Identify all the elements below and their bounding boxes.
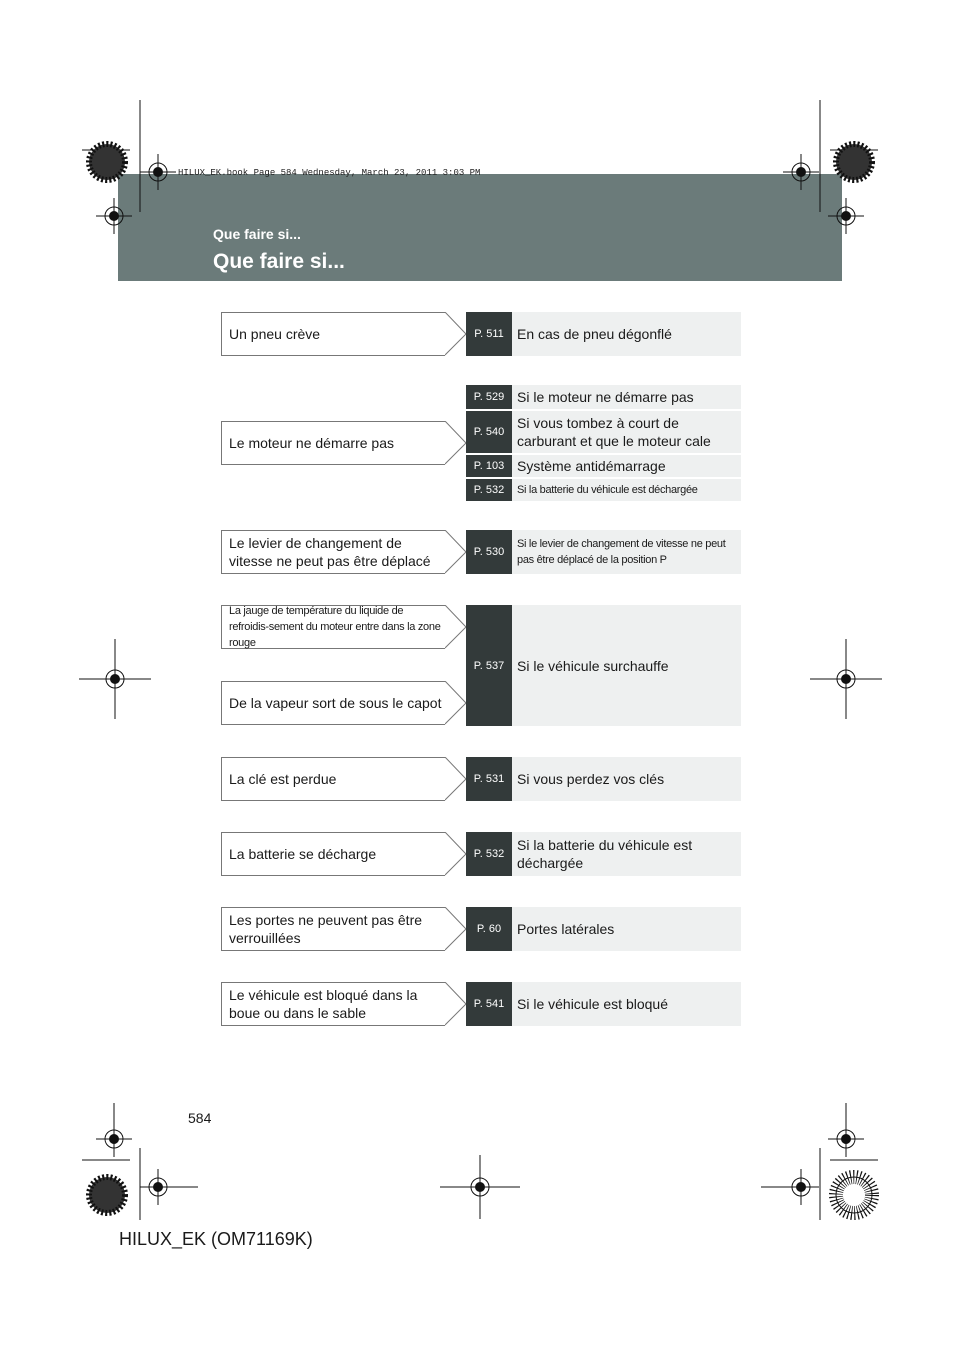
page-ref-badge: P. 103: [466, 455, 512, 477]
model-code: HILUX_EK (OM71169K): [119, 1229, 313, 1249]
cause-text: La clé est perdue: [229, 771, 337, 787]
ref-description: En cas de pneu dégonflé: [512, 312, 741, 356]
ref-description: Si vous perdez vos clés: [512, 757, 741, 801]
ref-description: Si le levier de changement de vitesse ne peut pas être déplacé de la position P: [512, 530, 741, 574]
page-ref-badge: P. 511: [466, 312, 512, 356]
cause-text: Les portes ne peuvent pas être verrouillées: [229, 912, 423, 946]
cause-text: Le levier de changement de vitesse ne peut pas être déplacé: [229, 535, 431, 569]
book-stamp: HILUX_EK.book Page 584 Wednesday, March 23, 2011 3:03 PM: [178, 168, 481, 178]
cause-text: La batterie se décharge: [229, 846, 377, 862]
cause-text: Le moteur ne démarre pas: [229, 435, 394, 451]
section-subtitle: Que faire si...: [213, 226, 301, 242]
crosshair-icon: [79, 154, 882, 1219]
page-ref-badge: P. 529: [466, 385, 512, 409]
page-number: 584: [188, 1110, 212, 1126]
cause-text: Le véhicule est bloqué dans la boue ou dans le sable: [229, 987, 418, 1021]
ref-description: Si le véhicule est bloqué: [512, 982, 741, 1026]
cause-text: De la vapeur sort de sous le capot: [229, 695, 442, 711]
page-ref-badge: P. 60: [466, 907, 512, 951]
ref-description: Portes latérales: [512, 907, 741, 951]
ref-description: Si vous tombez à court de carburant et que le moteur cale: [512, 411, 741, 453]
page-ref-badge: P. 532: [466, 832, 512, 876]
page-ref-badge: P. 532: [466, 479, 512, 501]
page-ref-badge: P. 531: [466, 757, 512, 801]
ref-description: Si la batterie du véhicule est déchargée: [512, 479, 741, 501]
page-ref-badge: P. 530: [466, 530, 512, 574]
starburst-target-icon: [89, 144, 872, 1213]
page-ref-badge: P. 540: [466, 411, 512, 453]
ref-description: Si le véhicule surchauffe: [512, 605, 741, 726]
ref-description: Si la batterie du véhicule est déchargée: [512, 832, 741, 876]
ref-description: Système antidémarrage: [512, 455, 741, 477]
ref-description: Si le moteur ne démarre pas: [512, 385, 741, 409]
page-title: Que faire si...: [213, 250, 345, 273]
page-ref-badge: P. 537: [466, 605, 512, 726]
page-ref-badge: P. 541: [466, 982, 512, 1026]
cause-text: La jauge de température du liquide de refroidis-sement du moteur entre dans la zone rouge: [229, 605, 441, 649]
cause-text: Un pneu crève: [229, 326, 321, 342]
